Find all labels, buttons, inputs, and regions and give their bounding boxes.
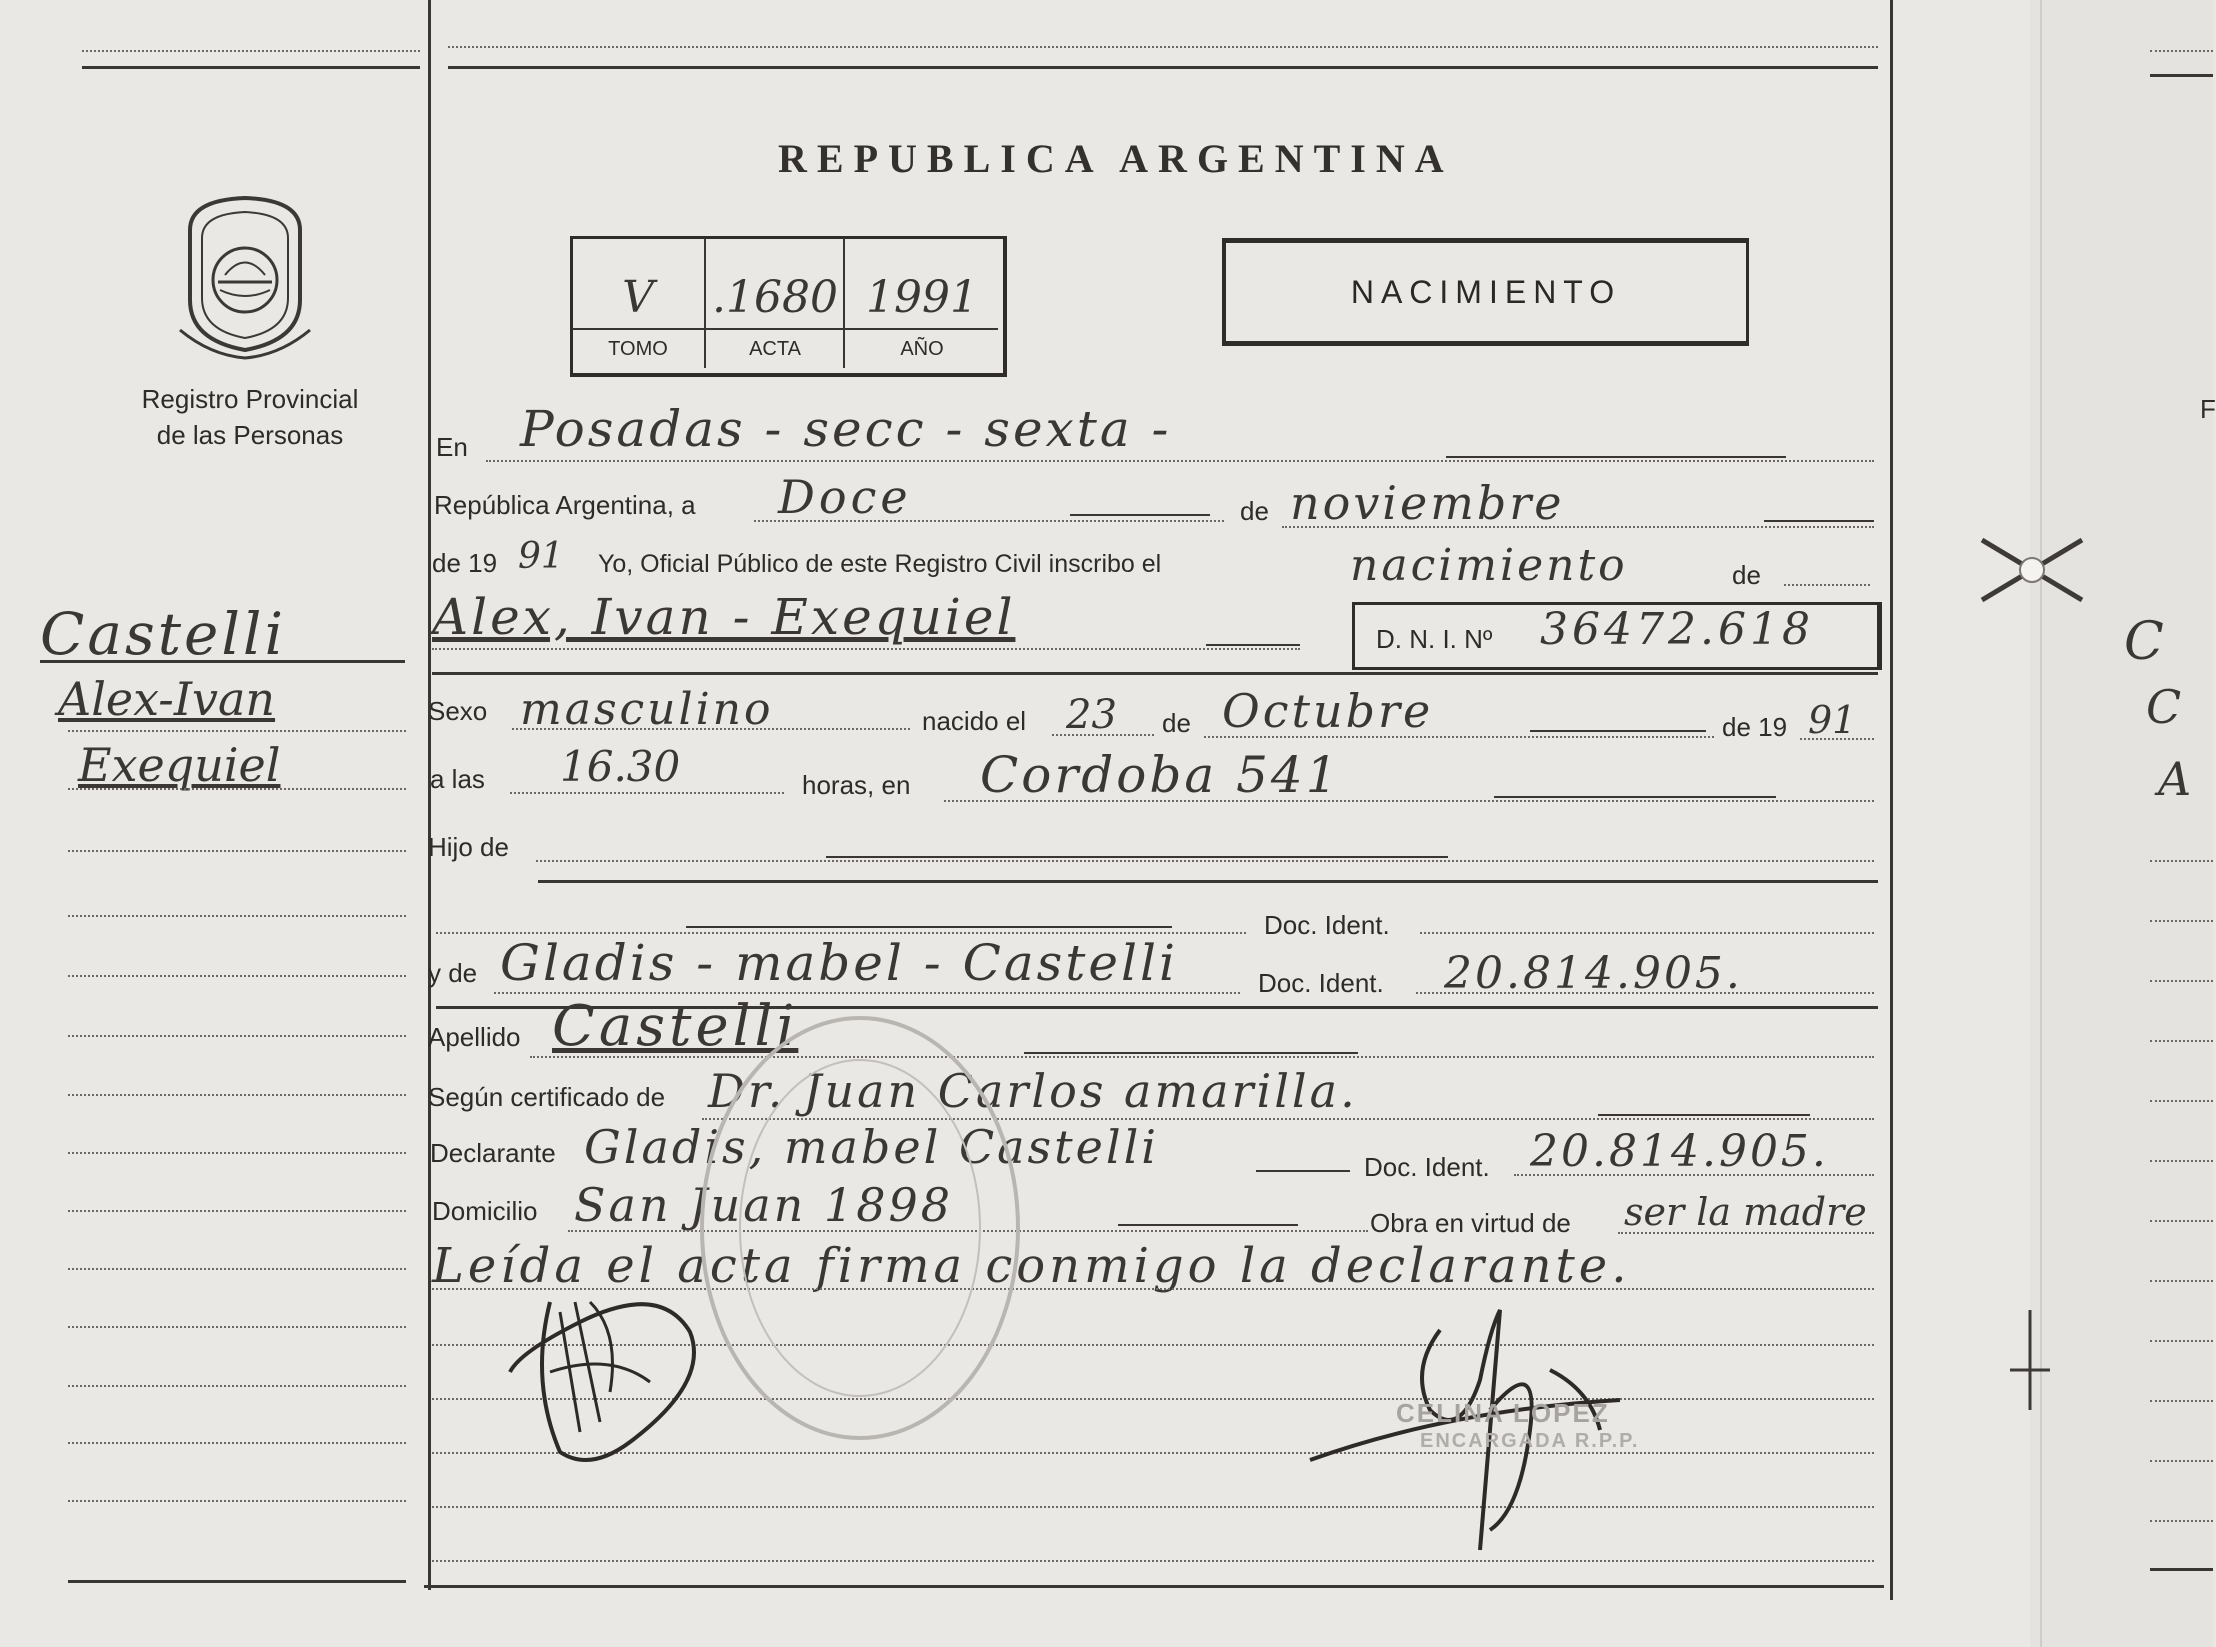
domicilio-value: San Juan 1898 [574,1178,953,1232]
adjacent-dotted [2150,1400,2213,1402]
lugar-line [944,800,1874,802]
main-top-dotted [448,46,1878,48]
declarant-signature-icon [490,1262,730,1482]
father-doc-label: Doc. Ident. [1264,910,1390,940]
section-rule-2 [538,880,1878,883]
left-dotted-line [68,1094,406,1096]
birth-year-line [1800,738,1874,740]
nacido-label: nacido el [922,706,1027,736]
staple-hole-icon [1972,530,2092,610]
left-bottom-rule [68,1580,406,1583]
certificado-value: Dr. Juan Carlos amarilla. [708,1064,1358,1118]
adjacent-hand-fragment: C [2146,680,2182,734]
en-solid-segment [1446,456,1786,458]
index-name1: Alex-Ivan [58,672,276,726]
country-title: REPUBLICA ARGENTINA [778,136,1454,181]
dni-value: 36472.618 [1540,604,1814,655]
acta-label: ACTA [749,338,801,360]
dni-label: D. N. I. Nº [1376,624,1493,654]
father-doc-value-line [1420,932,1874,934]
registry-label-rule [572,328,998,330]
de-label2: de [1732,560,1761,590]
left-dotted-line [68,730,406,732]
main-top-rule [448,66,1878,69]
section-rule-1 [432,672,1878,675]
office-line2: de las Personas [156,420,344,450]
adjacent-print-fragment: F [2200,394,2216,424]
en-value: Posadas - secc - sexta - [520,400,1172,458]
birth-month: Octubre [1222,684,1434,738]
left-dotted-line [68,975,406,977]
birth-day-line [1052,734,1154,736]
left-dotted-line [68,1326,406,1328]
domicilio-label: Domicilio [432,1196,538,1226]
left-dotted-line [68,850,406,852]
obra-label: Obra en virtud de [1370,1208,1571,1238]
tipo-value: nacimiento [1350,540,1628,591]
name-solid-segment [1206,644,1300,646]
name-value: Alex, Ivan - Exequiel [432,588,1016,646]
index-name2: Exequiel [78,738,281,792]
month-value: noviembre [1290,476,1565,530]
birth-year-label: de 19 [1722,712,1788,742]
domicilio-solid [1118,1224,1298,1226]
left-dotted-line [68,1210,406,1212]
month-line [1282,526,1874,528]
left-dotted-line [68,1152,406,1154]
sexo-line [512,728,910,730]
de-label: de [1240,496,1269,526]
left-dotted-line [68,1268,406,1270]
apellido-value: Castelli [552,994,799,1059]
father-doc-solid [686,926,1172,928]
lugar-solid-segment [1494,796,1776,798]
hijo-label: Hijo de [428,832,509,862]
leida-value: Leída el acta firma conmigo la declarante. [432,1238,1631,1294]
adjacent-bottom-rule [2150,1568,2213,1571]
apellido-solid-segment [1024,1052,1358,1054]
adjacent-dotted [2150,1520,2213,1522]
obra-line [1618,1232,1874,1234]
sexo-label: Sexo [428,696,488,726]
index-rule [40,660,405,663]
adjacent-dotted [2150,1040,2213,1042]
en-label: En [436,432,468,462]
record-type: NACIMIENTO [1350,273,1622,310]
declarante-doc-label: Doc. Ident. [1364,1152,1490,1182]
adjacent-dotted [2150,980,2213,982]
month-solid-segment [1764,520,1874,522]
adjacent-rule [2150,74,2213,77]
adjacent-dotted [2150,920,2213,922]
segun-label: Según certificado de [428,1082,666,1112]
de-label3: de [1162,708,1191,738]
registry-divider [843,238,845,368]
de-line2 [1784,584,1870,586]
adjacent-dotted [2150,1340,2213,1342]
staple-mark-icon [2000,1310,2060,1410]
anio-label: AÑO [900,338,944,360]
adjacent-hand-fragment: C [2124,612,2164,672]
certificado-solid [1598,1114,1810,1116]
obra-value: ser la madre [1624,1190,1867,1234]
anio-value: 1991 [866,272,978,323]
record-type-box [1222,238,1749,346]
horas-en-label: horas, en [802,770,911,800]
madre-value: Gladis - mabel - Castelli [500,934,1178,992]
madre-doc-line [1416,992,1874,994]
left-top-rule [82,66,420,69]
alas-label: a las [430,764,485,794]
yde-label: y de [428,958,478,988]
republica-label: República Argentina, a [434,490,696,520]
hora-value: 16.30 [560,742,681,791]
stamp-name: CELINA LOPEZ [1396,1398,1610,1428]
birth-day: 23 [1066,692,1117,738]
birth-month-line [1204,736,1714,738]
apellido-label: Apellido [428,1022,521,1052]
declarante-label: Declarante [430,1138,556,1168]
en-line [486,460,1874,462]
left-top-dotted [82,50,420,52]
main-right-border [1890,0,1893,1600]
hijo-solid-segment [826,856,1448,858]
declarante-value: Gladis, mabel Castelli [584,1120,1160,1174]
left-dotted-line [68,1385,406,1387]
main-bottom-rule [424,1585,1884,1588]
acta-value: .1680 [712,272,838,323]
adjacent-dotted [2150,1460,2213,1462]
hora-line [510,792,784,794]
left-column-divider [428,0,431,1590]
name-line [432,648,1300,650]
birth-month-solid [1530,730,1706,732]
yo-text: Yo, Oficial Público de este Registro Civil inscribo el [598,550,1162,578]
adjacent-dotted [2150,860,2213,862]
madre-doc-label: Doc. Ident. [1258,968,1384,998]
left-dotted-line [68,915,406,917]
office-line1: Registro Provincial [141,384,359,414]
adjacent-hand-fragment: A [2158,752,2192,806]
adjacent-dotted [2150,50,2213,52]
left-dotted-line [68,788,406,790]
sexo-value: masculino [520,684,774,735]
left-dotted-line [68,1442,406,1444]
day-solid-segment [1070,514,1210,516]
stamp-title: ENCARGADA R.P.P. [1420,1430,1640,1452]
hijo-line [536,860,1874,862]
tomo-value: V [622,272,654,323]
year-value: 91 [518,536,564,577]
declarante-doc: 20.814.905. [1530,1126,1829,1177]
registry-divider [704,238,706,368]
adjacent-dotted [2150,1160,2213,1162]
left-dotted-line [68,1500,406,1502]
birth-year: 91 [1808,698,1857,742]
index-surname: Castelli [40,600,287,668]
declarante-doc-line [1514,1174,1874,1176]
official-round-stamp-icon [690,1008,1030,1448]
tomo-label: TOMO [608,338,668,360]
adjacent-dotted [2150,1100,2213,1102]
madre-doc: 20.814.905. [1444,948,1743,999]
adjacent-dotted [2150,1220,2213,1222]
day-value: Doce [778,470,912,524]
de19-label: de 19 [432,548,498,578]
left-dotted-line [68,1035,406,1037]
adjacent-dotted [2150,1280,2213,1282]
lugar-value: Cordoba 541 [980,746,1341,804]
day-line [754,520,1224,522]
misiones-seal-icon [170,190,320,360]
declarante-solid [1256,1170,1350,1172]
